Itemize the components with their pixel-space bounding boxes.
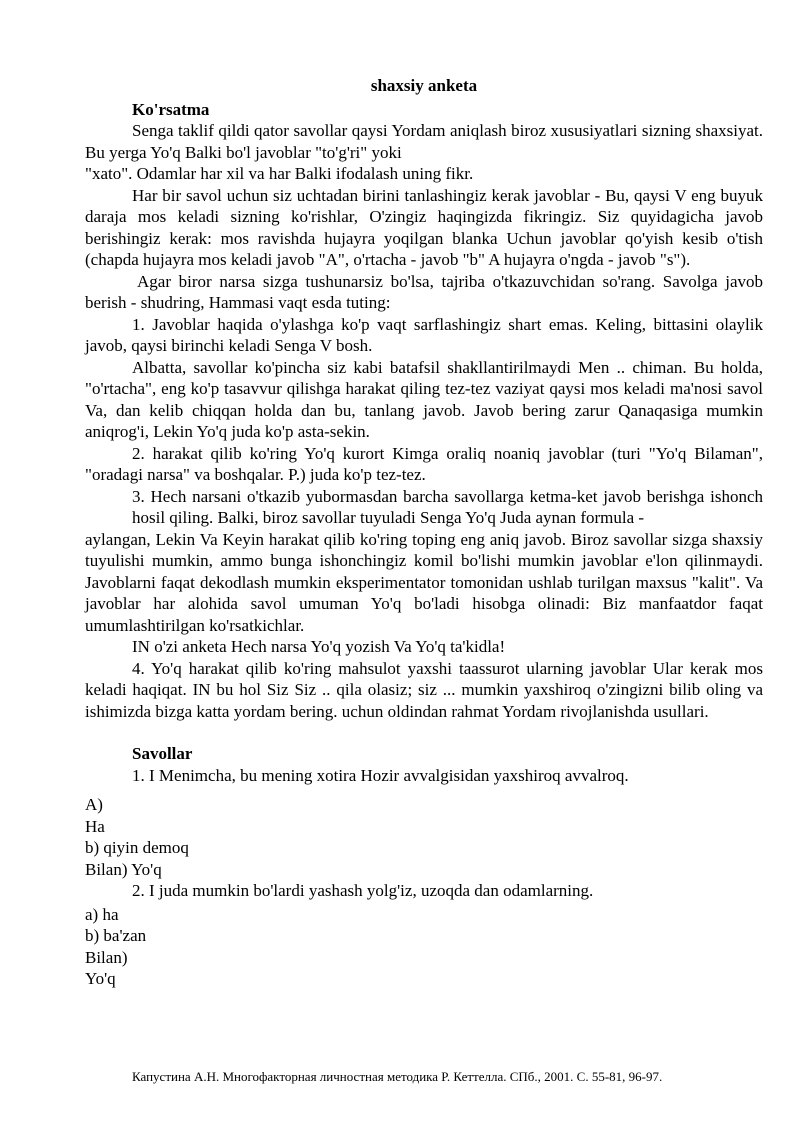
- instruction-rule-4: 4. Yo'q harakat qilib ko'ring mahsulot yaxshi taassurot ularning javoblar Ular kerak mos keladi haqiqat. IN bu hol Siz Siz .. qila olasiz; siz ... mumkin yaxshiroq o'zingizni bilib oling va ishimizda bizga katta yordam bering. uchun oldindan rahmat Yordam rivojlanishda usullari.: [85, 658, 763, 721]
- question-2-answer-c-text[interactable]: Yo'q: [85, 969, 116, 988]
- instruction-paragraph-2: Har bir savol uchun siz uchtadan birini tanlashingiz kerak javoblar - Bu, qaysi V eng buyuk daraja mos keladi sizning ko'rishlar, O'zingiz haqingizda fikringiz. Siz quyidagicha javob berishingiz kerak: mos ravishda hujayra yoqilgan blanka Uchun javoblar qo'yish kesib o'tish (chapda hujayra mos keladi javob "A", o'rtacha - javob "b" A hujayra o'ngda - javob "s").: [85, 185, 763, 269]
- question-1-answer-c[interactable]: Bilan) Yo'q: [85, 859, 162, 879]
- question-2-answer-b[interactable]: b) ba'zan: [85, 926, 147, 945]
- instruction-rule-2: 2. harakat qilib ko'ring Yo'q kurort Kimga oraliq noaniq javoblar (turi "Yo'q Bilaman", "oradagi narsa" va boshqalar. P.) juda ko'p tez-tez.: [85, 443, 763, 484]
- question-1-answers: [85, 794, 763, 880]
- instruction-paragraph-1-continued: "xato". Odamlar har xil va har Balki ifodalash uning fikr.: [85, 164, 474, 183]
- question-1-text: 1. I Menimcha, bu mening xotira Hozir avvalgisidan yaxshiroq avvalroq.: [132, 765, 629, 785]
- instructions-heading: Ko'rsatma: [132, 99, 210, 119]
- instruction-paragraph-8: aylangan, Lekin Va Keyin harakat qilib ko'ring toping eng aniq javob. Biroz savollar sizga shaxsiy tuyulishi mumkin, ammo bunga ishonchingiz komil bo'lishi mumkin javoblar e'lon qilinmaydi. Javoblarni faqat dekodlash mumkin eksperimentator tomonidan ushlab turilgan maxsus "kalit". Va javoblar har alohida savol umuman Yo'q bo'ladi hisobga olinadi: Biz manfaatdor faqat umumlashtirilgan ko'rsatkichlar.: [85, 529, 763, 635]
- question-1-answer-a[interactable]: A): [85, 795, 103, 814]
- question-2-answers: [85, 904, 763, 990]
- document-title: shaxsiy anketa: [370, 76, 478, 95]
- question-1-answer-a-text[interactable]: Ha: [85, 816, 105, 836]
- question-2-text: 2. I juda mumkin bo'lardi yashash yolg'iz, uzoqda dan odamlarning.: [132, 881, 594, 900]
- instruction-paragraph-1: Senga taklif qildi qator savollar qaysi Yordam aniqlash biroz xususiyatlari sizning shaxsiyat. Bu yerga Yo'q Balki bo'l javoblar "to'g'ri" yoki: [85, 121, 763, 162]
- instruction-paragraph-9: IN o'zi anketa Hech narsa Yo'q yozish Va Yo'q ta'kidla!: [132, 637, 506, 656]
- instruction-paragraph-5: Albatta, savollar ko'pincha siz kabi batafsil shakllantirilmaydi Men .. chiman. Bu holda, "o'rtacha", eng ko'p tasavvur qilishga harakat qiling tez-tez vaziyat qaysi mos keladi ma'nosi savol Va, dan kelib chiqqan holda dan bu, tanlang javob. Javob bering zarur Qanaqasiga mumkin aniqrog'i, Lekin Yo'q juda ko'p asta-sekin.: [85, 357, 763, 441]
- question-2-answer-c[interactable]: Bilan): [85, 947, 128, 967]
- document-page: [85, 75, 763, 990]
- instruction-rule-1: 1. Javoblar haqida o'ylashga ko'p vaqt sarflashingiz shart emas. Keling, bittasini olaylik javob, qaysi birinchi keladi Senga V bosh.: [85, 314, 763, 355]
- question-2-answer-a[interactable]: a) ha: [85, 904, 119, 924]
- questions-heading: Savollar: [132, 744, 193, 763]
- question-1-answer-b[interactable]: b) qiyin demoq: [85, 838, 189, 857]
- footer-citation: Капустина А.Н. Многофакторная личностная методика Р. Кеттелла. СПб., 2001. С. 55-81, 96-97.: [132, 1069, 663, 1084]
- instruction-rule-3: 3. Hech narsani o'tkazib yubormasdan barcha savollarga ketma-ket javob berishga ishonch hosil qiling. Balki, biroz savollar tuyuladi Senga Yo'q Juda aynan formula -: [132, 486, 763, 527]
- instruction-paragraph-3: Agar biror narsa sizga tushunarsiz bo'lsa, tajriba o'tkazuvchidan so'rang. Savolga javob berish - shudring, Hammasi vaqt esda tuting:: [85, 271, 763, 312]
